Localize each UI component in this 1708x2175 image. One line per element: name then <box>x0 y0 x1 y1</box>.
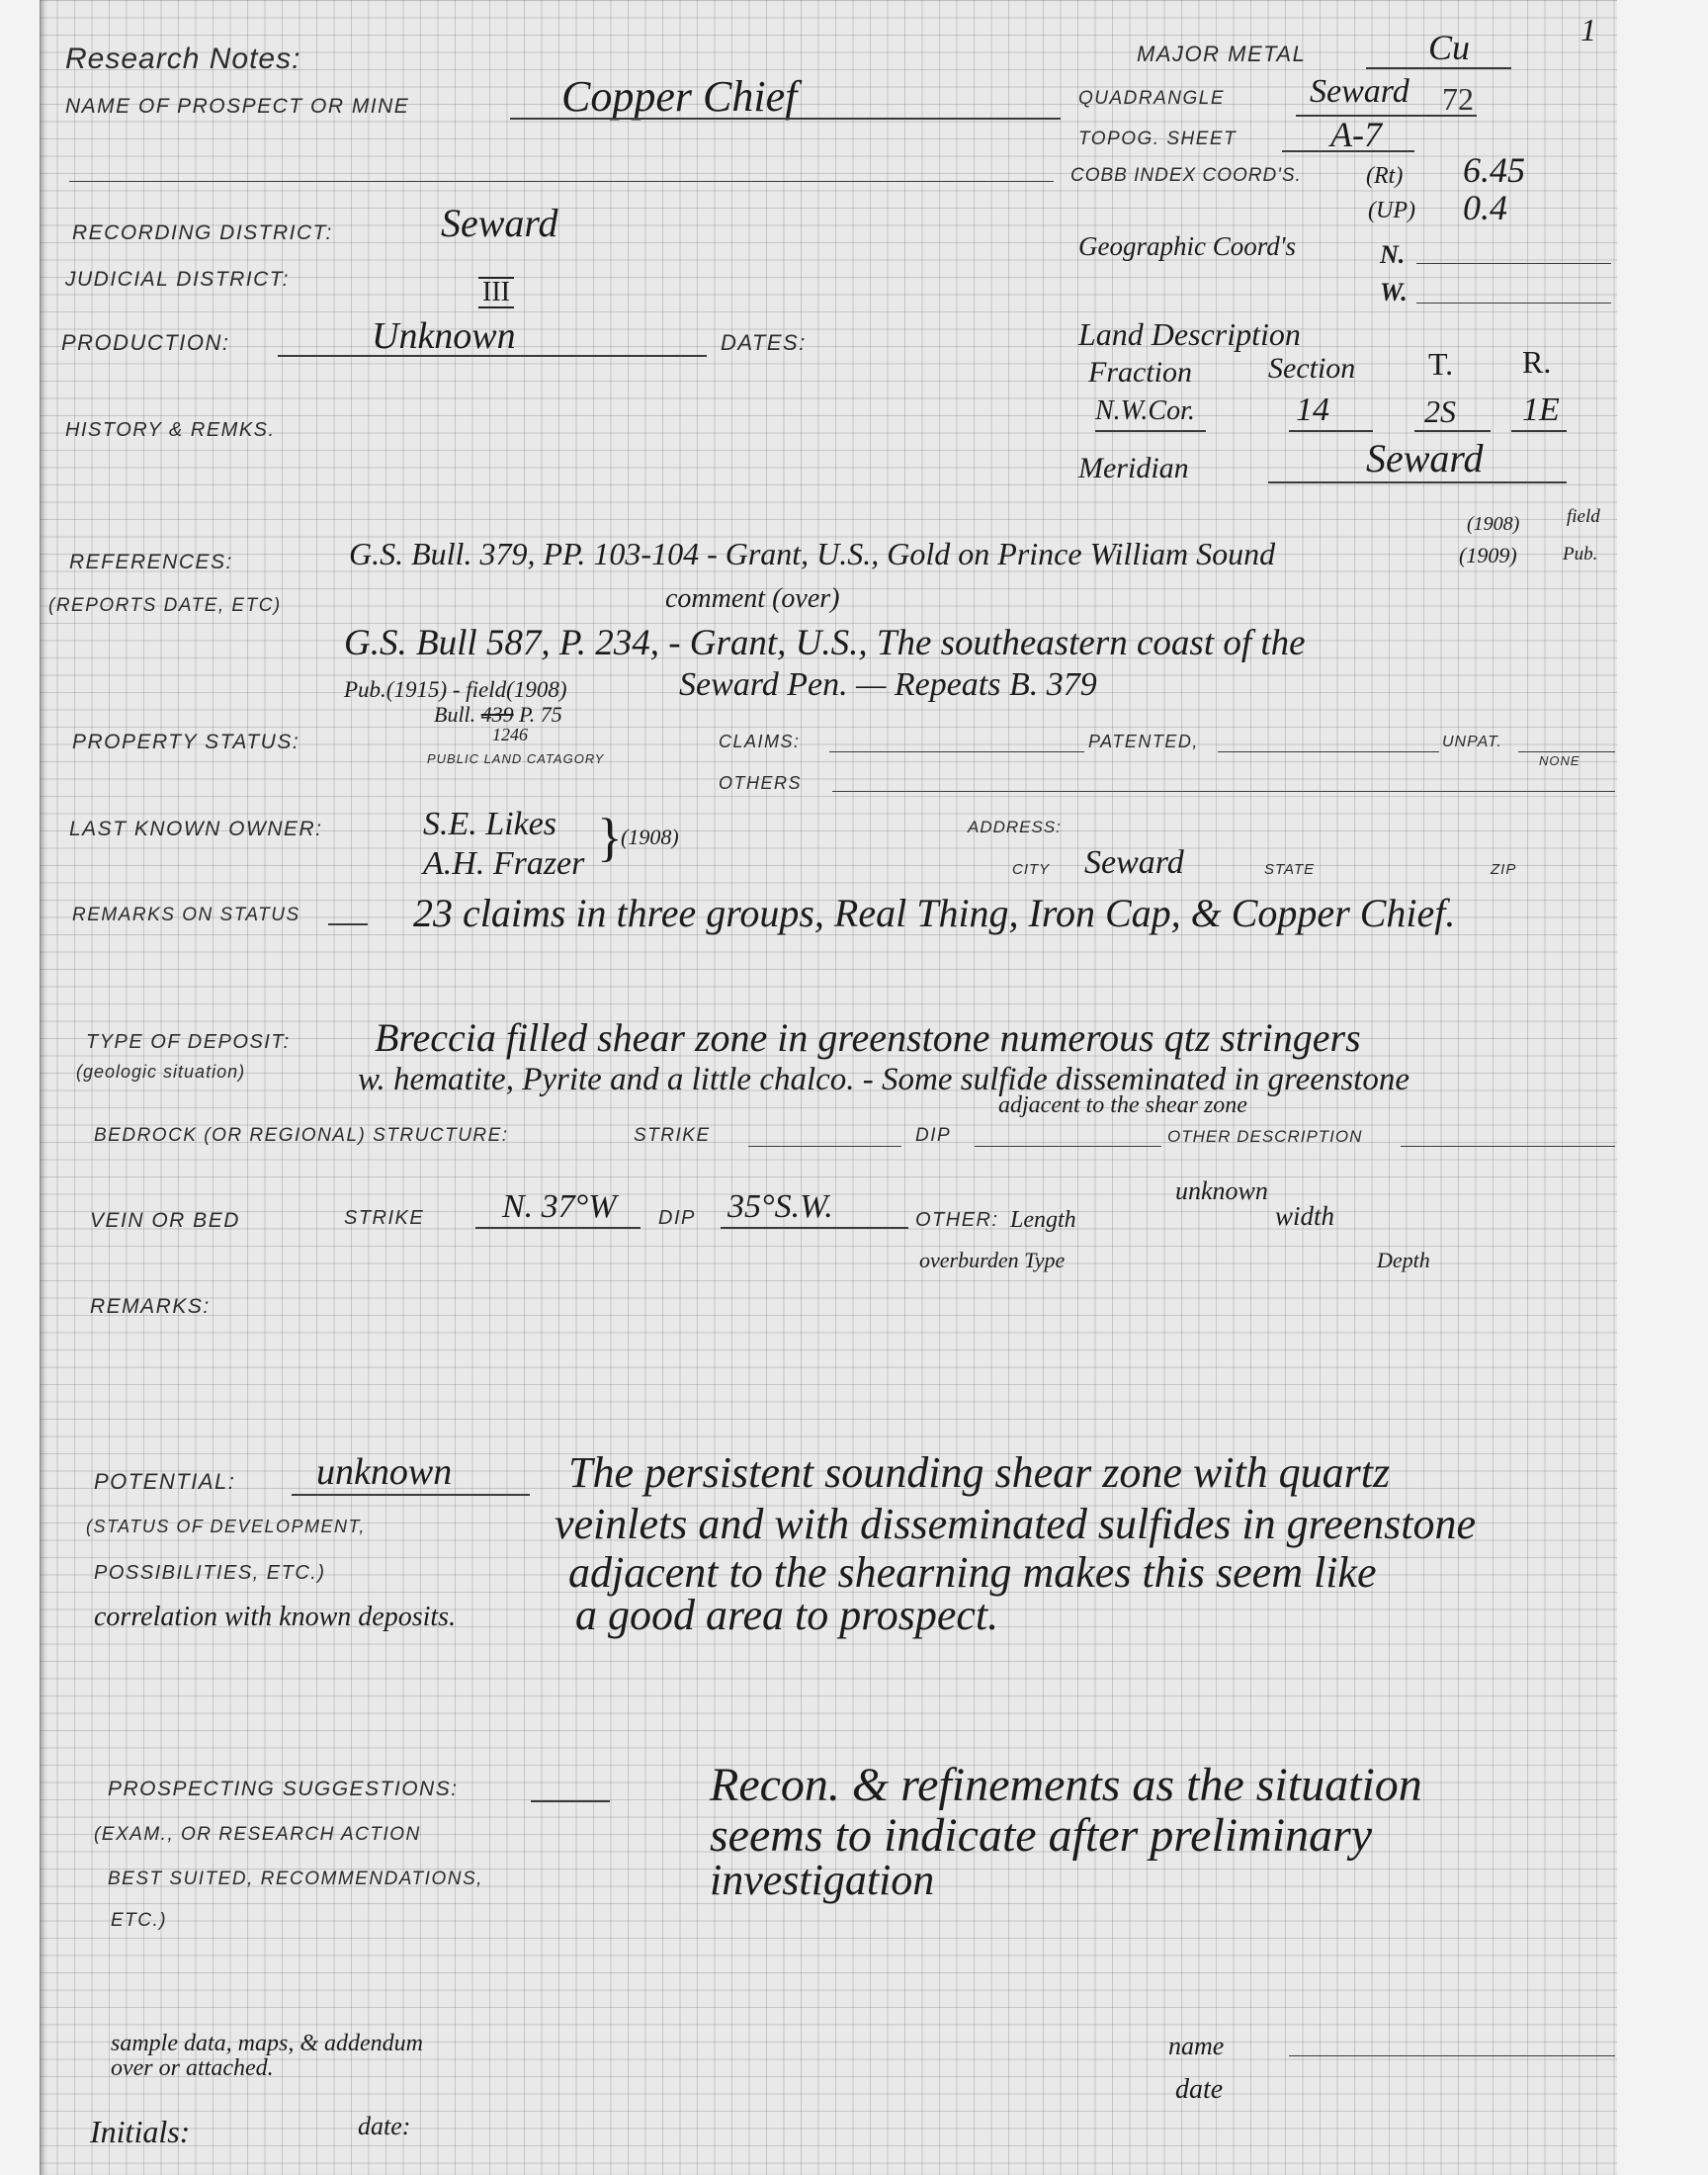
range-value: 1E <box>1522 392 1560 428</box>
page-number: 1 <box>1580 12 1596 47</box>
bedrock-dip-label: DIP <box>915 1125 952 1146</box>
deposit-line-3: adjacent to the shear zone <box>998 1092 1247 1118</box>
footer-name-label: name <box>1168 2032 1225 2060</box>
major-metal-line <box>1366 67 1511 69</box>
zip-label: ZIP <box>1491 861 1517 878</box>
prospect-name-value: Copper Chief <box>561 72 798 121</box>
recording-district-value: Seward <box>441 201 558 245</box>
unpatented-label: UNPAT. <box>1442 734 1502 750</box>
reference-2-bull-new: 1246 <box>492 725 528 744</box>
potential-note-4: a good area to prospect. <box>575 1591 999 1639</box>
remarks-on-status-dash <box>328 923 368 925</box>
reference-1-text: G.S. Bull. 379, PP. 103-104 - Grant, U.S., Gold on Prince William Sound <box>349 536 1276 571</box>
vein-dip-line <box>721 1227 908 1229</box>
topog-sheet-label: TOPOG. SHEET <box>1078 129 1238 149</box>
state-label: STATE <box>1264 861 1316 878</box>
address-label: ADDRESS: <box>968 818 1062 836</box>
range-label: R. <box>1522 344 1552 380</box>
quadrangle-value: Seward <box>1310 73 1409 110</box>
sample-note-line-1: sample data, maps, & addendum <box>111 2031 423 2056</box>
reference-2-bull-page: P. 75 <box>519 702 562 727</box>
vein-strike-value: N. 37°W <box>502 1188 617 1225</box>
reference-2-continuation: Seward Pen. — Repeats B. 379 <box>679 666 1097 703</box>
city-value: Seward <box>1084 844 1184 881</box>
initials-label: Initials: <box>90 2114 191 2149</box>
section-line <box>1289 430 1373 432</box>
cobb-rt-label: (Rt) <box>1366 163 1404 189</box>
geographic-n-line <box>1416 263 1611 264</box>
dates-label: DATES: <box>721 330 807 355</box>
reference-2-bull-line <box>434 704 562 726</box>
reference-1-pub-year: (1909) <box>1459 543 1517 567</box>
remarks-label: REMARKS: <box>90 1295 211 1318</box>
section-value: 14 <box>1296 392 1329 428</box>
potential-sublabel-2: POSSIBILITIES, ETC.) <box>94 1562 326 1584</box>
prospecting-note-3: investigation <box>710 1856 935 1904</box>
bedrock-dip-line <box>975 1146 1161 1147</box>
vein-or-bed-label: VEIN OR BED <box>90 1209 240 1232</box>
production-line <box>278 355 707 357</box>
blank-name-line <box>69 181 1054 182</box>
vein-length-label: Length <box>1010 1207 1076 1233</box>
potential-line <box>292 1494 530 1496</box>
fraction-value: N.W.Cor. <box>1095 395 1195 426</box>
references-sublabel: (REPORTS DATE, ETC) <box>48 595 282 616</box>
sample-note-line-2: over or attached. <box>111 2055 274 2081</box>
reference-1-pub-label: Pub. <box>1563 544 1598 565</box>
owner-brace: } <box>597 808 623 867</box>
section-label: Section <box>1268 352 1356 385</box>
potential-note-2: veinlets and with disseminated sulfides in greenstone <box>555 1500 1477 1548</box>
owner-name-1: S.E. Likes <box>423 806 557 842</box>
reference-2-bull-prefix: Bull. <box>434 702 476 727</box>
vein-strike-line <box>475 1227 640 1229</box>
property-status-label: PROPERTY STATUS: <box>72 731 300 753</box>
potential-note-1: The persistent sounding shear zone with quartz <box>568 1448 1391 1497</box>
deposit-line-2: w. hematite, Pyrite and a little chalco. - Some sulfide disseminated in greenstone <box>358 1062 1410 1097</box>
bedrock-other-line <box>1401 1146 1615 1147</box>
last-known-owner-label: LAST KNOWN OWNER: <box>69 818 323 840</box>
geographic-coords-label: Geographic Coord's <box>1078 231 1297 261</box>
potential-label: POTENTIAL: <box>94 1469 236 1494</box>
prospecting-label: PROSPECTING SUGGESTIONS: <box>108 1778 459 1800</box>
land-description-title: Land Description <box>1078 316 1301 352</box>
reference-2-text: G.S. Bull 587, P. 234, - Grant, U.S., The southeastern coast of the <box>344 623 1306 663</box>
remarks-on-status-label: REMARKS ON STATUS <box>72 905 300 925</box>
bedrock-structure-label: BEDROCK (OR REGIONAL) STRUCTURE: <box>94 1125 509 1146</box>
geographic-w-label: W. <box>1380 278 1408 306</box>
claims-line <box>829 751 1084 752</box>
history-label: HISTORY & REMKS. <box>65 419 276 441</box>
reference-2-bull-struck: 439 <box>480 702 514 727</box>
prospecting-line <box>531 1800 610 1802</box>
potential-value: unknown <box>316 1451 453 1493</box>
potential-sublabel-3: correlation with known deposits. <box>94 1602 457 1632</box>
reference-1-comment: comment (over) <box>665 583 840 614</box>
claims-label: CLAIMS: <box>719 732 801 751</box>
unpatented-line <box>1518 751 1615 752</box>
deposit-line-1: Breccia filled shear zone in greenstone numerous qtz stringers <box>375 1015 1361 1060</box>
owner-year: (1908) <box>621 825 679 849</box>
quadrangle-overlay: 72 <box>1442 81 1474 117</box>
depth-label: Depth <box>1377 1248 1430 1272</box>
prospect-name-label: NAME OF PROSPECT OR MINE <box>65 95 410 118</box>
bedrock-strike-line <box>748 1146 901 1147</box>
cobb-index-label: COBB INDEX COORD'S. <box>1070 165 1302 186</box>
prospecting-note-1: Recon. & refinements as the situation <box>710 1759 1422 1811</box>
prospecting-sublabel-1: (EXAM., OR RESEARCH ACTION <box>94 1824 421 1845</box>
township-value: 2S <box>1424 393 1456 429</box>
quadrangle-line <box>1296 115 1477 117</box>
others-label: OTHERS <box>719 773 803 793</box>
fraction-line <box>1095 430 1206 432</box>
range-line <box>1511 430 1567 432</box>
cobb-up-label: (UP) <box>1368 198 1415 223</box>
vein-dip-value: 35°S.W. <box>727 1188 833 1225</box>
owner-name-2: A.H. Frazer <box>423 845 585 882</box>
recording-district-label: RECORDING DISTRICT: <box>72 221 333 244</box>
remarks-on-status-value: 23 claims in three groups, Real Thing, Iron Cap, & Copper Chief. <box>413 891 1456 935</box>
initials-date-label: date: <box>358 2112 411 2140</box>
unpatented-value: NONE <box>1539 753 1580 768</box>
township-label: T. <box>1428 346 1454 382</box>
production-value: Unknown <box>372 315 516 357</box>
prospecting-note-2: seems to indicate after preliminary <box>710 1809 1373 1862</box>
geographic-w-line <box>1416 303 1611 304</box>
vein-strike-label: STRIKE <box>344 1207 425 1229</box>
reference-1-field-year: (1908) <box>1467 513 1520 535</box>
judicial-district-value: III <box>478 277 514 308</box>
prospecting-sublabel-3: ETC.) <box>111 1910 168 1931</box>
geographic-n-label: N. <box>1380 240 1406 269</box>
meridian-value: Seward <box>1366 436 1484 480</box>
city-label: CITY <box>1012 861 1051 878</box>
topog-sheet-line <box>1282 150 1414 152</box>
others-line <box>832 791 1615 792</box>
major-metal-value: Cu <box>1428 28 1471 67</box>
topog-sheet-value: A-7 <box>1330 115 1382 154</box>
judicial-district-label: JUDICIAL DISTRICT: <box>65 268 290 291</box>
meridian-label: Meridian <box>1078 452 1189 484</box>
footer-date-label: date <box>1175 2074 1224 2105</box>
bedrock-other-label: OTHER DESCRIPTION <box>1167 1127 1363 1146</box>
reference-1-field-label: field <box>1567 506 1600 527</box>
vein-width-label: width <box>1275 1201 1335 1231</box>
quadrangle-label: QUADRANGLE <box>1078 88 1226 109</box>
footer-name-line <box>1289 2055 1615 2056</box>
prospect-name-line <box>510 118 1061 120</box>
public-land-category-label: PUBLIC LAND CATAGORY <box>427 751 605 766</box>
vein-length-value: unknown <box>1175 1176 1268 1205</box>
page-title: Research Notes: <box>65 43 301 75</box>
vein-dip-label: DIP <box>658 1207 696 1229</box>
potential-note-3: adjacent to the shearning makes this seem like <box>568 1548 1377 1597</box>
potential-sublabel-1: (STATUS OF DEVELOPMENT, <box>86 1517 366 1536</box>
prospecting-sublabel-2: BEST SUITED, RECOMMENDATIONS, <box>108 1869 483 1889</box>
fraction-label: Fraction <box>1088 356 1192 389</box>
overburden-type-label: overburden Type <box>919 1248 1066 1272</box>
meridian-line <box>1268 481 1567 483</box>
deposit-type-sublabel: (geologic situation) <box>76 1062 246 1082</box>
vein-other-label: OTHER: <box>915 1209 999 1231</box>
reference-2-pub-field: Pub.(1915) - field(1908) <box>344 677 567 702</box>
deposit-type-label: TYPE OF DEPOSIT: <box>86 1031 291 1053</box>
patented-line <box>1218 751 1439 752</box>
patented-label: PATENTED, <box>1088 732 1199 751</box>
township-line <box>1414 430 1491 432</box>
bedrock-strike-label: STRIKE <box>634 1125 711 1146</box>
references-label: REFERENCES: <box>69 551 233 573</box>
cobb-rt-value: 6.45 <box>1463 150 1525 190</box>
production-label: PRODUCTION: <box>61 330 230 355</box>
cobb-up-value: 0.4 <box>1463 188 1507 227</box>
major-metal-label: MAJOR METAL <box>1137 42 1307 66</box>
